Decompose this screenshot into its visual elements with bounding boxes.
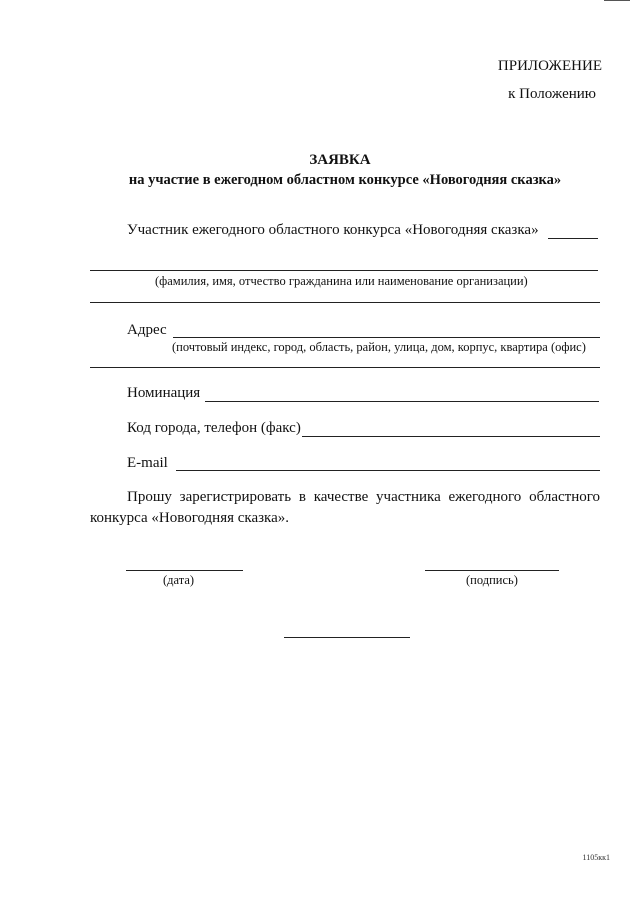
appendix-label: ПРИЛОЖЕНИЕ xyxy=(497,58,602,74)
signature-line[interactable] xyxy=(425,570,559,571)
corner-mark xyxy=(604,0,630,1)
document-subtitle: на участие в ежегодном областном конкурсе «Новогодняя сказка» xyxy=(128,172,562,188)
address-hint: (почтовый индекс, город, область, район, улица, дом, корпус, квартира (офис) xyxy=(172,340,586,354)
end-separator xyxy=(284,637,410,638)
document-title: ЗАЯВКА xyxy=(309,152,371,168)
date-line[interactable] xyxy=(126,570,243,571)
participant-input-line[interactable] xyxy=(548,238,598,239)
appendix-reference: к Положению xyxy=(508,86,596,102)
date-caption: (дата) xyxy=(163,573,195,587)
email-label: E-mail xyxy=(127,455,168,471)
request-line-1: Прошу зарегистрировать в качестве участника ежегодного областного xyxy=(127,489,600,505)
address-label: Адрес xyxy=(127,322,167,338)
request-line-2: конкурса «Новогодняя сказка». xyxy=(90,510,290,526)
phone-input-line[interactable] xyxy=(302,436,600,437)
footer-code: 1105кк1 xyxy=(582,853,610,862)
address-extra-line[interactable] xyxy=(90,367,600,368)
participant-extra-line[interactable] xyxy=(90,302,600,303)
participant-hint: (фамилия, имя, отчество гражданина или наименование организации) xyxy=(155,274,528,288)
signature-caption: (подпись) xyxy=(466,573,518,587)
nomination-input-line[interactable] xyxy=(205,401,599,402)
phone-label: Код города, телефон (факс) xyxy=(127,420,301,436)
participant-label: Участник ежегодного областного конкурса «Новогодняя сказка» xyxy=(127,222,539,238)
participant-name-line[interactable] xyxy=(90,270,598,271)
email-input-line[interactable] xyxy=(176,470,600,471)
address-input-line[interactable] xyxy=(173,337,600,338)
nomination-label: Номинация xyxy=(127,385,201,401)
